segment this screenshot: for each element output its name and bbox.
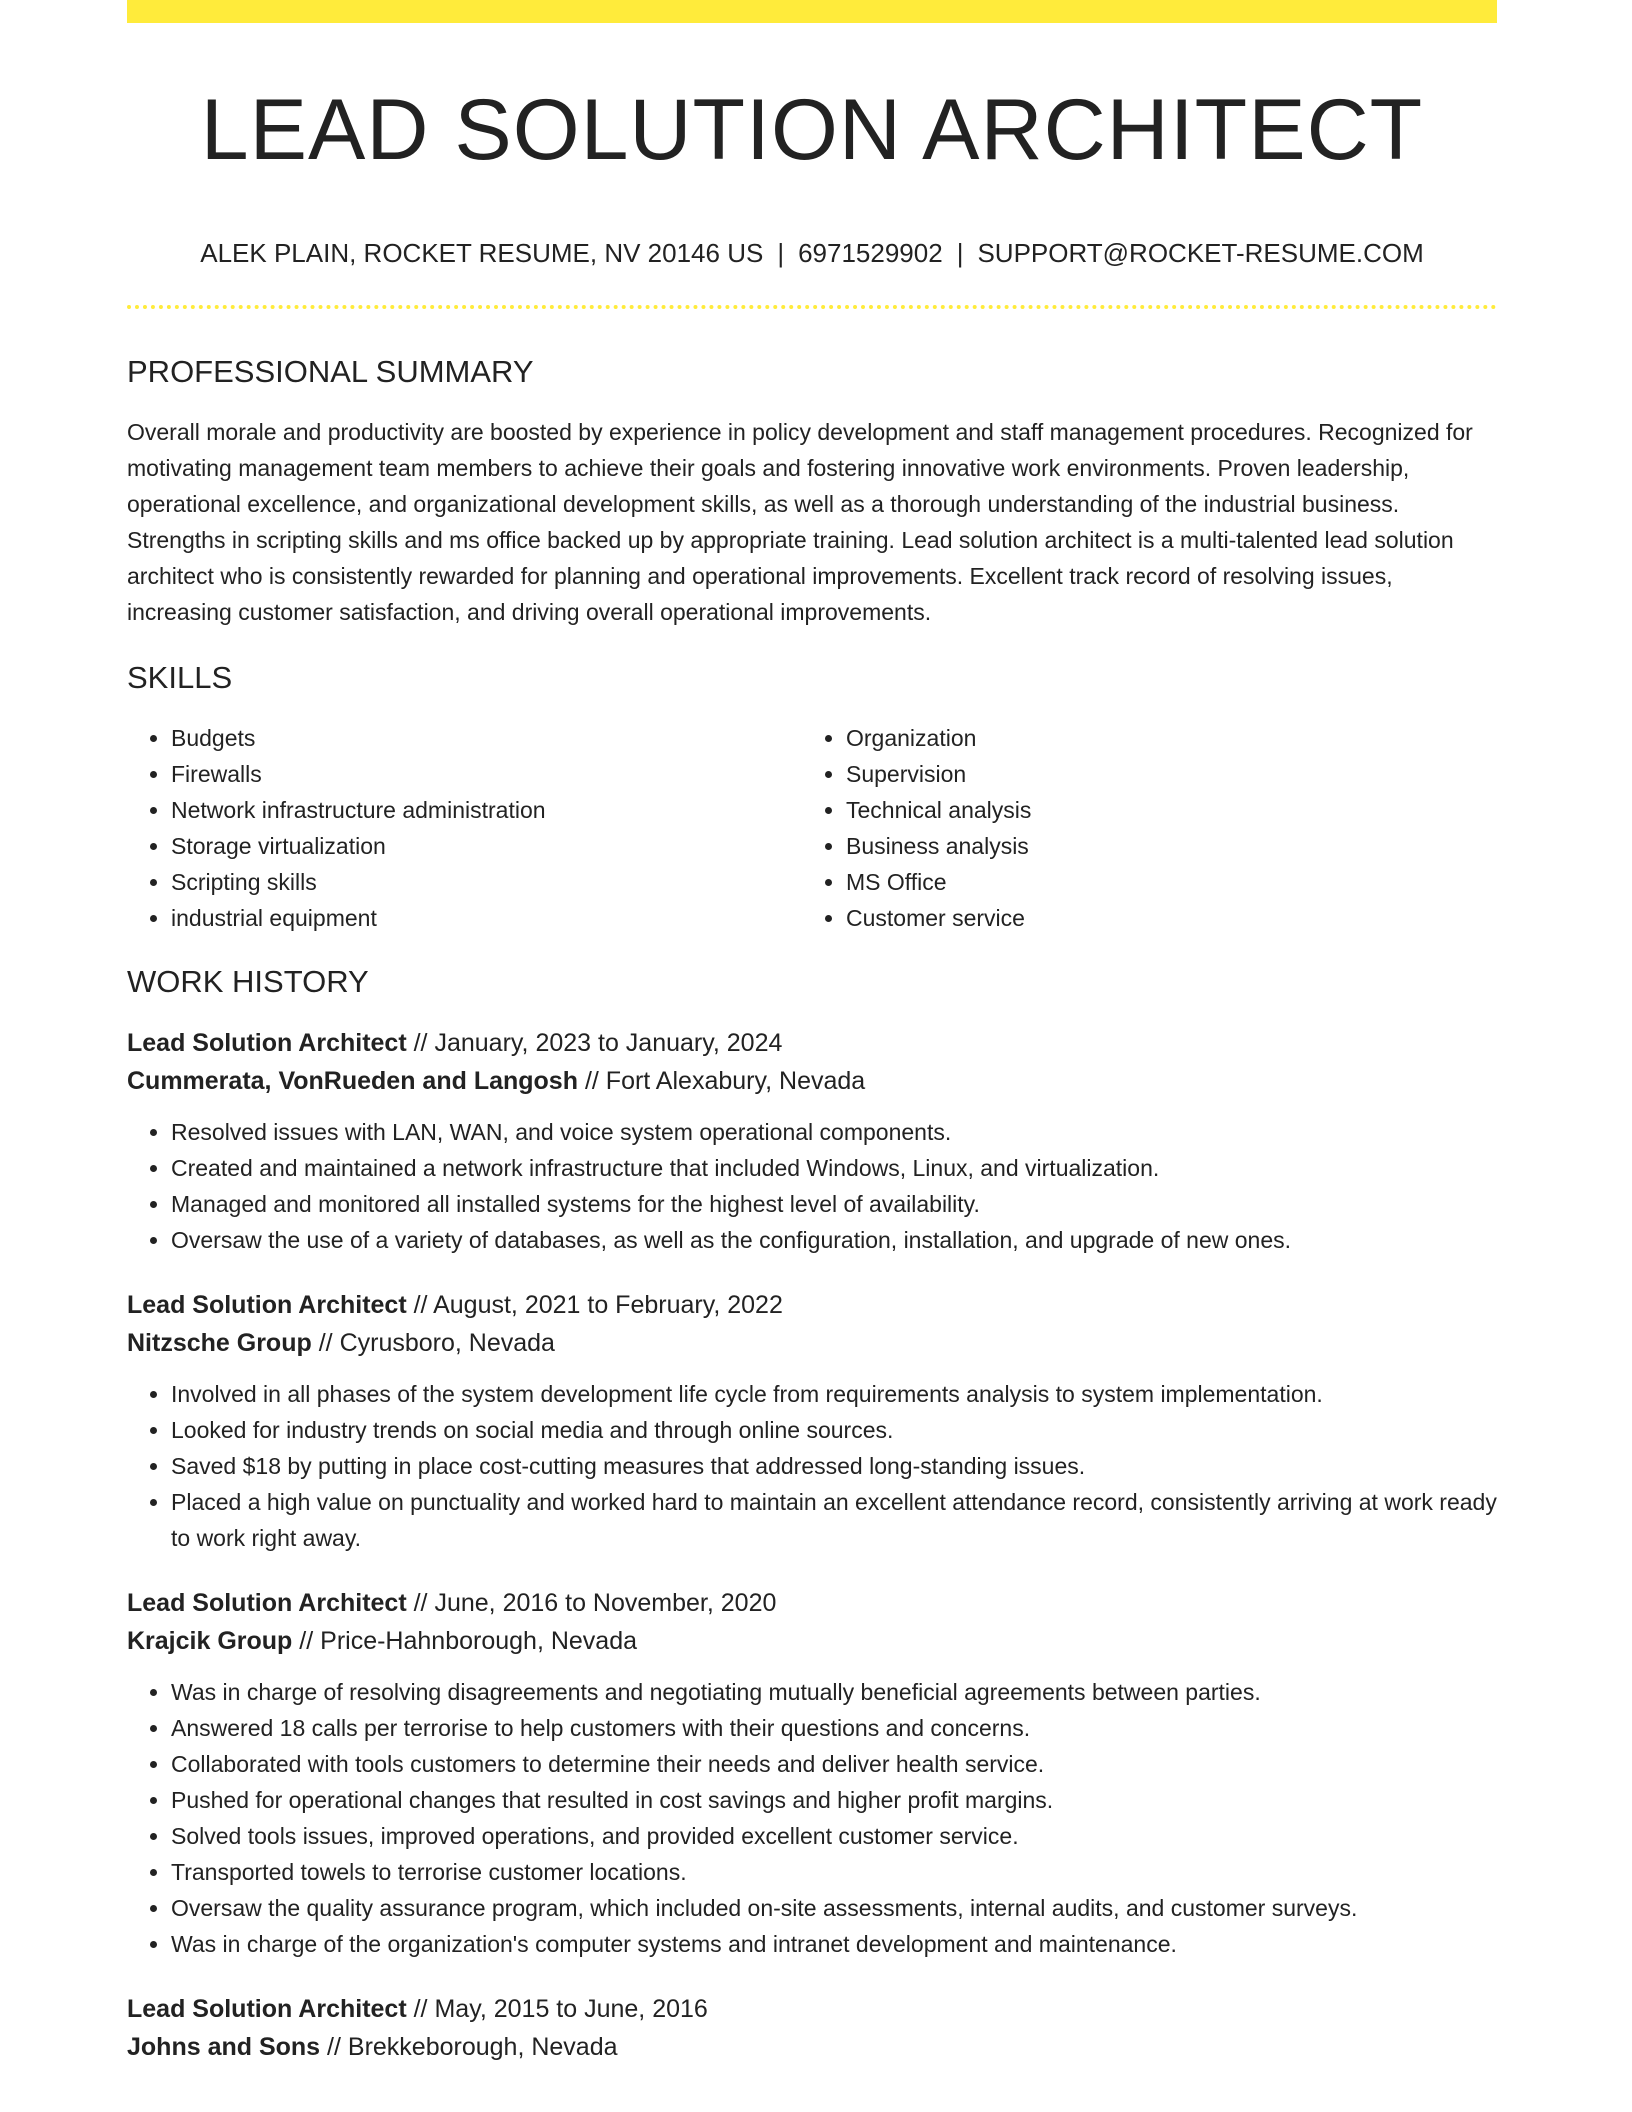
job-company: Krajcik Group (127, 1627, 293, 1655)
job-bullet: • Oversaw the quality assurance program, which included on-site assessments, internal audits, and customer surveys. (171, 1890, 1497, 1926)
job-title-line (127, 1024, 1497, 1062)
job-bullet: • Collaborated with tools customers to determine their needs and deliver health service. (171, 1746, 1497, 1782)
skills-right-list (802, 720, 1477, 936)
job-bullet: • Solved tools issues, improved operations, and provided excellent customer service. (171, 1818, 1497, 1854)
contact-separator: | (777, 238, 785, 268)
skill-item: • Technical analysis (846, 792, 1477, 828)
job-separator: // (318, 1329, 333, 1357)
job-bullet: • Managed and monitored all installed systems for the highest level of availability. (171, 1186, 1497, 1222)
job-company-line (127, 2028, 1497, 2066)
job-bullet: • Was in charge of resolving disagreements and negotiating mutually beneficial agreements between parties. (171, 1674, 1497, 1710)
resume-title: LEAD SOLUTION ARCHITECT (200, 82, 1424, 178)
skill-item: • Budgets (171, 720, 802, 756)
skill-item: • Business analysis (846, 828, 1477, 864)
skill-item: • Customer service (846, 900, 1477, 936)
skill-item: • Organization (846, 720, 1477, 756)
job-bullet: • Created and maintained a network infrastructure that included Windows, Linux, and virtualization. (171, 1150, 1497, 1186)
job-title-line (127, 1286, 1497, 1324)
work-history-section (127, 962, 1497, 2066)
job-entry (127, 1584, 1497, 1962)
job-bullet: • Oversaw the use of a variety of databases, as well as the configuration, installation, and upgrade of new ones. (171, 1222, 1497, 1258)
job-dates: August, 2021 to February, 2022 (433, 1291, 783, 1319)
job-bullet: • Was in charge of the organization's computer systems and intranet development and maintenance. (171, 1926, 1497, 1962)
skill-item: • industrial equipment (171, 900, 802, 936)
job-company-line (127, 1062, 1497, 1100)
skill-item: • Scripting skills (171, 864, 802, 900)
contact-email: SUPPORT@ROCKET-RESUME.COM (977, 238, 1424, 268)
job-separator: // (327, 2033, 341, 2061)
job-title: Lead Solution Architect (127, 1291, 407, 1319)
job-title: Lead Solution Architect (127, 1995, 407, 2023)
job-bullet: • Involved in all phases of the system development life cycle from requirements analysis to system implementation. (171, 1376, 1497, 1412)
job-location: Price-Hahnborough, Nevada (320, 1627, 637, 1655)
skill-item: • Network infrastructure administration (171, 792, 802, 828)
job-title: Lead Solution Architect (127, 1029, 407, 1057)
job-company: Nitzsche Group (127, 1329, 312, 1357)
job-bullet: • Saved $18 by putting in place cost-cutting measures that addressed long-standing issues. (171, 1448, 1497, 1484)
contact-line (127, 236, 1497, 270)
job-dates: June, 2016 to November, 2020 (434, 1589, 777, 1617)
job-bullet: • Answered 18 calls per terrorise to help customers with their questions and concerns. (171, 1710, 1497, 1746)
job-title-line (127, 1584, 1497, 1622)
job-bullets (127, 1376, 1497, 1556)
dotted-divider (127, 305, 1497, 309)
job-bullets (127, 1674, 1497, 1962)
work-history-heading: WORK HISTORY (127, 964, 369, 999)
job-entry (127, 1286, 1497, 1556)
job-location: Cyrusboro, Nevada (339, 1329, 555, 1357)
job-bullets (127, 1114, 1497, 1258)
job-separator: // (413, 1291, 428, 1319)
job-separator: // (299, 1627, 314, 1655)
job-title: Lead Solution Architect (127, 1589, 407, 1617)
job-title-line (127, 1990, 1497, 2028)
job-entry (127, 1990, 1497, 2066)
summary-heading: PROFESSIONAL SUMMARY (127, 354, 534, 389)
top-accent-bar (127, 0, 1497, 23)
job-company-line (127, 1324, 1497, 1362)
job-separator: // (413, 1995, 428, 2023)
skills-columns (127, 720, 1497, 936)
job-location: Brekkeborough, Nevada (347, 2033, 618, 2061)
summary-text: Overall morale and productivity are boosted by experience in policy development and staff management procedures. Recognized for motivating management team members to achieve their goals and fostering innovative work environments. Proven leadership, operational excellence, and organizational development skills, as well as a thorough understanding of the industrial business. Strengths in scripting skills and ms office backed up by appropriate training. Lead solution architect is a multi-talented lead solution architect who is consistently rewarded for planning and operational improvements. Excellent track record of resolving issues, increasing customer satisfaction, and driving overall operational improvements. (127, 419, 1473, 625)
skills-heading: SKILLS (127, 660, 233, 695)
contact-phone: 6971529902 (798, 238, 943, 268)
job-bullet: • Pushed for operational changes that resulted in cost savings and higher profit margins. (171, 1782, 1497, 1818)
job-separator: // (413, 1029, 428, 1057)
job-company: Johns and Sons (127, 2033, 321, 2061)
job-dates: January, 2023 to January, 2024 (434, 1029, 783, 1057)
job-bullet: • Placed a high value on punctuality and worked hard to maintain an excellent attendance record, consistently arriving at work ready to work right away. (171, 1484, 1497, 1556)
job-separator: // (584, 1067, 599, 1095)
job-entry (127, 1024, 1497, 1258)
job-dates: May, 2015 to June, 2016 (434, 1995, 708, 2023)
job-company-line (127, 1622, 1497, 1660)
summary-section (127, 352, 1497, 630)
job-company: Cummerata, VonRueden and Langosh (127, 1067, 578, 1095)
skill-item: • MS Office (846, 864, 1477, 900)
job-bullet: • Resolved issues with LAN, WAN, and voice system operational components. (171, 1114, 1497, 1150)
skill-item: • Storage virtualization (171, 828, 802, 864)
contact-separator: | (956, 238, 964, 268)
resume-body (127, 352, 1497, 2094)
job-bullet: • Looked for industry trends on social media and through online sources. (171, 1412, 1497, 1448)
skill-item: • Firewalls (171, 756, 802, 792)
skills-left-list (127, 720, 802, 936)
skill-item: • Supervision (846, 756, 1477, 792)
job-separator: // (413, 1589, 428, 1617)
job-bullet: • Transported towels to terrorise customer locations. (171, 1854, 1497, 1890)
contact-address: ALEK PLAIN, ROCKET RESUME, NV 20146 US (200, 238, 764, 268)
skills-section (127, 658, 1497, 936)
job-location: Fort Alexabury, Nevada (605, 1067, 866, 1095)
